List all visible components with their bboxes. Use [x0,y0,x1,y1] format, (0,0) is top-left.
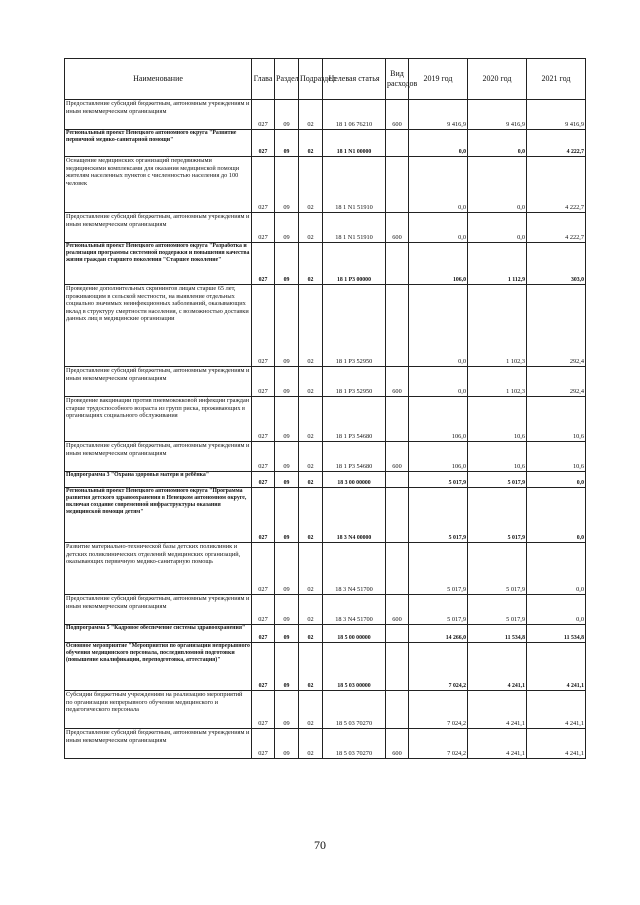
row-2019: 5 017,9 [409,543,468,595]
row-subsection: 02 [299,643,323,691]
row-name: Проведение дополнительных скринингов лицам старше 65 лет, проживающим в сельской местности, на выявление отдельных социально значимых неинфекционных заболеваний, оказывающих вклад в структуру смертности населения, с возможностью доставки данных лиц в медицинские организации [65,285,252,367]
row-section: 09 [275,691,299,729]
row-2019: 5 017,9 [409,595,468,625]
row-target: 18 1 06 76210 [323,100,386,130]
row-2021: 0,0 [527,472,586,488]
row-section: 09 [275,595,299,625]
row-subsection: 02 [299,130,323,157]
row-name: Предоставление субсидий бюджетным, автономным учреждениям и иным некоммерческим организациям [65,595,252,625]
table-body [65,100,586,759]
row-section: 09 [275,100,299,130]
row-2020: 0,0 [468,157,527,213]
row-target: 18 5 03 70270 [323,691,386,729]
row-target: 18 5 03 70270 [323,729,386,759]
row-2020: 9 416,9 [468,100,527,130]
row-expense-type [386,157,409,213]
row-target: 18 1 N1 51910 [323,157,386,213]
row-subsection: 02 [299,729,323,759]
row-chapter: 027 [252,100,275,130]
table-row [65,488,586,543]
row-2020: 10,6 [468,397,527,442]
row-chapter: 027 [252,595,275,625]
row-name: Предоставление субсидий бюджетным, автономным учреждениям и иным некоммерческим организациям [65,729,252,759]
row-2019: 0,0 [409,157,468,213]
table-row [65,213,586,243]
row-target: 18 1 P3 00000 [323,243,386,285]
row-subsection: 02 [299,367,323,397]
row-name: Оснащение медицинских организаций передвижными медицинскими комплексами для оказания медицинской помощи жителям населенных пунктов с численностью населения до 100 человек [65,157,252,213]
row-2019: 7 024,2 [409,729,468,759]
row-subsection: 02 [299,543,323,595]
table-row [65,285,586,367]
row-subsection: 02 [299,213,323,243]
table-row [65,625,586,643]
header-chapter: Глава [252,59,275,100]
row-section: 09 [275,213,299,243]
row-2021: 4 222,7 [527,157,586,213]
row-name: Региональный проект Ненецкого автономного округа "Развитие первичной медико-санитарной помощи" [65,130,252,157]
table-header-row [65,59,586,100]
row-subsection: 02 [299,488,323,543]
row-2020: 0,0 [468,130,527,157]
row-subsection: 02 [299,397,323,442]
row-target: 18 1 N1 51910 [323,213,386,243]
row-target: 18 3 N4 51700 [323,595,386,625]
row-name: Предоставление субсидий бюджетным, автономным учреждениям и иным некоммерческим организациям [65,100,252,130]
row-section: 09 [275,625,299,643]
row-chapter: 027 [252,691,275,729]
row-chapter: 027 [252,157,275,213]
row-name: Развитие материально-технической базы детских поликлиник и детских поликлинических отделений медицинских организаций, оказывающих первичную медико-санитарную помощь [65,543,252,595]
header-expense-type: Вид расходов [386,59,409,100]
row-2021: 4 241,1 [527,729,586,759]
table-row [65,472,586,488]
row-2021: 10,6 [527,397,586,442]
row-section: 09 [275,543,299,595]
row-subsection: 02 [299,595,323,625]
row-2019: 0,0 [409,130,468,157]
row-name: Субсидии бюджетным учреждениям на реализацию мероприятий по организации непрерывного обучения медицинского и педагогического персонала [65,691,252,729]
row-target: 18 1 P3 54680 [323,442,386,472]
row-subsection: 02 [299,691,323,729]
row-target: 18 1 P3 54680 [323,397,386,442]
row-chapter: 027 [252,213,275,243]
row-section: 09 [275,442,299,472]
row-2020: 5 017,9 [468,543,527,595]
row-name: Проведение вакцинации против пневмококковой инфекции граждан старше трудоспособного возраста из групп риска, проживающих в организациях социального обслуживания [65,397,252,442]
row-subsection: 02 [299,100,323,130]
row-2021: 0,0 [527,595,586,625]
row-2019: 9 416,9 [409,100,468,130]
row-section: 09 [275,729,299,759]
row-subsection: 02 [299,157,323,213]
row-expense-type: 600 [386,729,409,759]
row-2021: 11 534,8 [527,625,586,643]
row-name: Подпрограмма 5 "Кадровое обеспечение системы здравоохранения" [65,625,252,643]
row-2020: 5 017,9 [468,472,527,488]
table-row [65,243,586,285]
row-name: Подпрограмма 3 "Охрана здоровья матери и ребёнка" [65,472,252,488]
row-section: 09 [275,472,299,488]
table-row [65,157,586,213]
row-section: 09 [275,157,299,213]
row-2021: 10,6 [527,442,586,472]
row-expense-type: 600 [386,595,409,625]
row-2019: 106,0 [409,243,468,285]
row-chapter: 027 [252,130,275,157]
table-row [65,543,586,595]
row-2019: 0,0 [409,213,468,243]
row-2021: 4 222,7 [527,130,586,157]
row-target: 18 1 P3 52950 [323,367,386,397]
row-name: Предоставление субсидий бюджетным, автономным учреждениям и иным некоммерческим организациям [65,442,252,472]
table-row [65,442,586,472]
row-2021: 4 241,1 [527,643,586,691]
row-2019: 5 017,9 [409,472,468,488]
row-name: Предоставление субсидий бюджетным, автономным учреждениям и иным некоммерческим организациям [65,367,252,397]
header-subsection: Подраздел [299,59,323,100]
row-expense-type [386,285,409,367]
row-chapter: 027 [252,488,275,543]
table-row [65,691,586,729]
row-2020: 0,0 [468,213,527,243]
row-expense-type [386,130,409,157]
table-row [65,100,586,130]
row-expense-type [386,488,409,543]
row-chapter: 027 [252,472,275,488]
header-2020: 2020 год [468,59,527,100]
row-2019: 7 024,2 [409,643,468,691]
header-2019: 2019 год [409,59,468,100]
row-subsection: 02 [299,472,323,488]
row-2021: 303,0 [527,243,586,285]
row-2021: 0,0 [527,488,586,543]
row-section: 09 [275,130,299,157]
row-2020: 11 534,8 [468,625,527,643]
row-2020: 1 112,9 [468,243,527,285]
table-row [65,643,586,691]
row-expense-type [386,643,409,691]
row-2021: 9 416,9 [527,100,586,130]
row-chapter: 027 [252,625,275,643]
row-chapter: 027 [252,243,275,285]
header-section: Раздел [275,59,299,100]
header-name: Наименование [65,59,252,100]
row-2020: 4 241,1 [468,691,527,729]
row-2021: 4 241,1 [527,691,586,729]
row-2021: 4 222,7 [527,213,586,243]
row-expense-type [386,543,409,595]
row-2020: 1 102,3 [468,285,527,367]
row-target: 18 3 N4 00000 [323,488,386,543]
row-name: Региональный проект Ненецкого автономного округа "Разработка и реализация программы системной поддержки и повышения качества жизни граждан старшего поколения "Старшее поколение" [65,243,252,285]
row-2020: 5 017,9 [468,595,527,625]
row-section: 09 [275,285,299,367]
row-2019: 106,0 [409,397,468,442]
row-expense-type [386,243,409,285]
row-2020: 1 102,3 [468,367,527,397]
table-row [65,130,586,157]
row-2021: 292,4 [527,367,586,397]
row-2020: 10,6 [468,442,527,472]
row-expense-type [386,691,409,729]
row-2019: 5 017,9 [409,488,468,543]
row-2020: 4 241,1 [468,729,527,759]
row-2019: 106,0 [409,442,468,472]
table-row [65,367,586,397]
row-2021: 292,4 [527,285,586,367]
row-2019: 14 266,0 [409,625,468,643]
row-2020: 4 241,1 [468,643,527,691]
page-number: 70 [314,838,326,852]
budget-table [64,58,586,759]
row-target: 18 1 N1 00000 [323,130,386,157]
row-subsection: 02 [299,442,323,472]
row-chapter: 027 [252,442,275,472]
row-expense-type: 600 [386,367,409,397]
row-expense-type [386,397,409,442]
row-2021: 0,0 [527,543,586,595]
row-expense-type: 600 [386,213,409,243]
table-row [65,397,586,442]
row-2019: 0,0 [409,367,468,397]
row-target: 18 3 N4 51700 [323,543,386,595]
row-2020: 5 017,9 [468,488,527,543]
row-name: Основное мероприятие "Мероприятия по организации непрерывного обучения медицинского персонала, последипломной подготовки (повышение квалификации, переподготовка, аттестация)" [65,643,252,691]
header-target: Целевая статья [323,59,386,100]
header-2021: 2021 год [527,59,586,100]
row-name: Предоставление субсидий бюджетным, автономным учреждениям и иным некоммерческим организациям [65,213,252,243]
row-expense-type [386,625,409,643]
table-row [65,729,586,759]
row-chapter: 027 [252,367,275,397]
row-chapter: 027 [252,285,275,367]
row-expense-type [386,472,409,488]
row-subsection: 02 [299,285,323,367]
row-chapter: 027 [252,729,275,759]
row-section: 09 [275,243,299,285]
row-subsection: 02 [299,243,323,285]
row-2019: 7 024,2 [409,691,468,729]
row-expense-type: 600 [386,442,409,472]
row-target: 18 1 P3 52950 [323,285,386,367]
row-section: 09 [275,397,299,442]
row-chapter: 027 [252,543,275,595]
row-target: 18 3 00 00000 [323,472,386,488]
row-section: 09 [275,367,299,397]
row-2019: 0,0 [409,285,468,367]
row-section: 09 [275,643,299,691]
row-target: 18 5 03 00000 [323,643,386,691]
row-chapter: 027 [252,397,275,442]
row-subsection: 02 [299,625,323,643]
row-expense-type: 600 [386,100,409,130]
row-section: 09 [275,488,299,543]
row-chapter: 027 [252,643,275,691]
row-target: 18 5 00 00000 [323,625,386,643]
table-row [65,595,586,625]
row-name: Региональный проект Ненецкого автономного округа "Программа развития детского здравоохранения в Ненецком автономном округе, включая создание современной инфраструктуры оказания медицинской помощи детям" [65,488,252,543]
